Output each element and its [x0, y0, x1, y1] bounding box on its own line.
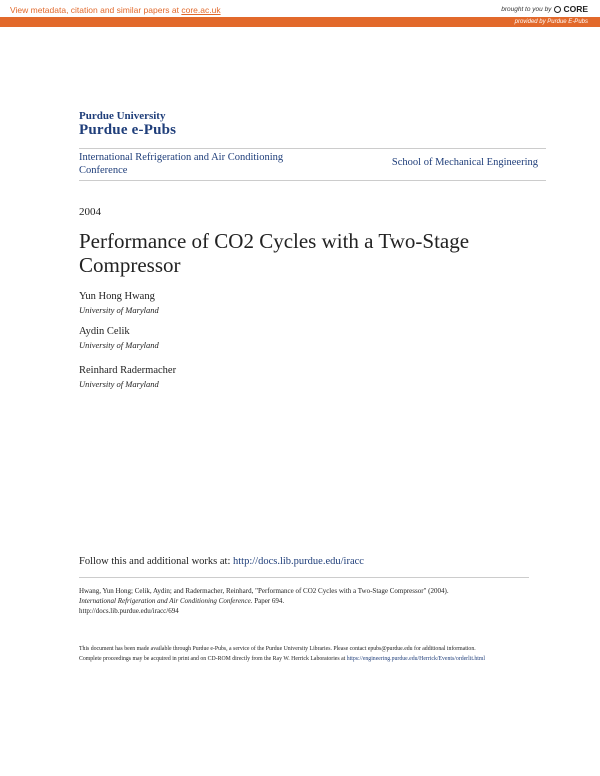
herrick-order-link[interactable]: https://engineering.purdue.edu/Herrick/Events/orderlit.html: [346, 655, 486, 662]
brought-by-text: brought to you by: [501, 5, 552, 13]
core-link-domain[interactable]: core.ac.uk: [181, 5, 221, 15]
header-divider-bottom: [79, 180, 546, 181]
citation-venue: International Refrigeration and Air Conditioning Conference.: [79, 597, 253, 605]
author-name: Aydin Celik: [79, 326, 130, 337]
follow-link[interactable]: http://docs.lib.purdue.edu/iracc: [233, 556, 364, 567]
citation-divider: [79, 577, 529, 578]
citation-block: [79, 586, 529, 616]
author-affiliation: University of Maryland: [79, 379, 159, 389]
school-link[interactable]: School of Mechanical Engineering: [391, 157, 538, 168]
paper-title: Performance of CO2 Cycles with a Two-Stage Compressor: [79, 229, 470, 277]
provided-by-strip: [0, 17, 600, 27]
follow-line: [79, 556, 364, 567]
conference-link[interactable]: International Refrigeration and Air Conditioning Conference: [79, 152, 284, 176]
citation-url[interactable]: http://docs.lib.purdue.edu/iracc/694: [79, 607, 179, 615]
core-link-prefix: View metadata, citation and similar papers at: [10, 5, 182, 15]
notice-line-1: This document has been made available through Purdue e-Pubs, a service of the Purdue University Libraries. Please contact epubs@purdue.edu for additional information.: [79, 646, 476, 652]
author-affiliation: University of Maryland: [79, 340, 159, 350]
core-logo[interactable]: [554, 4, 588, 14]
availability-notice: [79, 645, 529, 664]
core-banner: [0, 0, 600, 27]
author-name: Yun Hong Hwang: [79, 291, 155, 302]
provided-by-text: provided by Purdue E-Pubs: [514, 19, 588, 25]
citation-paper-number: Paper 694.: [252, 597, 285, 605]
notice-line-2-prefix: Complete proceedings may be acquired in print and on CD-ROM directly from the Ray W. Herrick Laboratories at: [79, 655, 347, 662]
author-name: Reinhard Radermacher: [79, 365, 177, 376]
university-name[interactable]: Purdue University: [79, 110, 166, 122]
notice-line-2: [79, 655, 529, 665]
repository-name[interactable]: Purdue e-Pubs: [79, 122, 177, 138]
citation-lead: Hwang, Yun Hong; Celik, Aydin; and Radermacher, Reinhard, "Performance of CO2 Cycles with a Two-Stage Compressor" (2004).: [79, 587, 449, 595]
follow-label: Follow this and additional works at:: [79, 556, 233, 567]
brought-to-you-by: [501, 4, 588, 14]
core-logo-text: CORE: [563, 4, 588, 14]
core-logo-icon: [554, 6, 561, 13]
core-metadata-link[interactable]: [10, 5, 221, 15]
header-divider-top: [79, 148, 546, 149]
publication-year: 2004: [79, 206, 101, 218]
author-affiliation: University of Maryland: [79, 305, 159, 315]
